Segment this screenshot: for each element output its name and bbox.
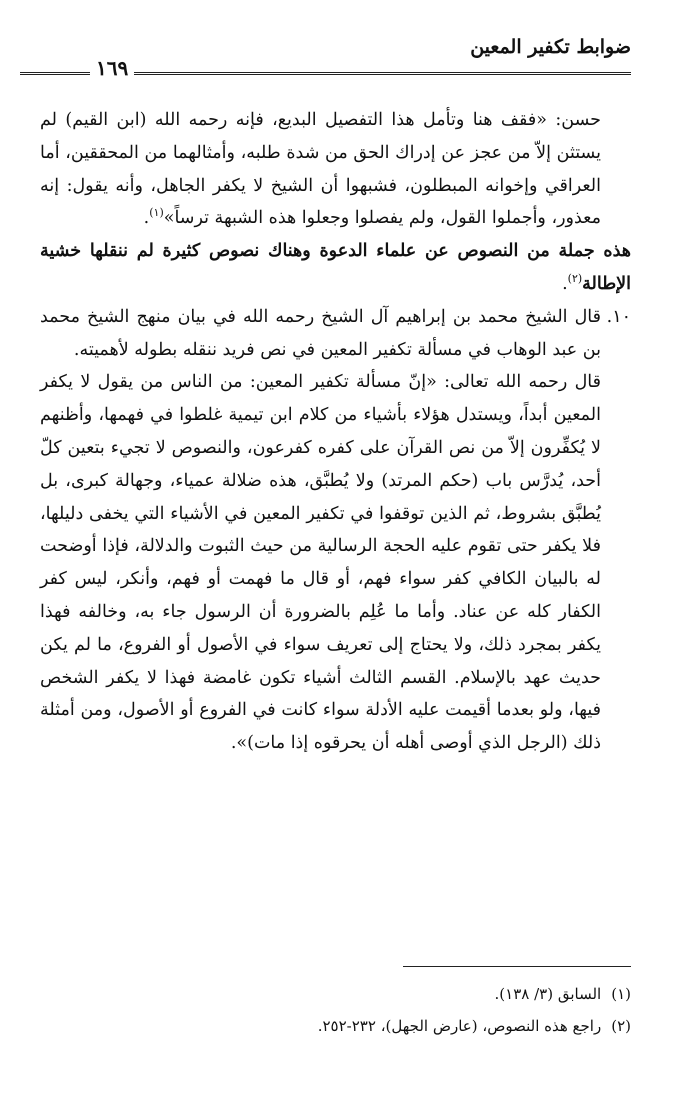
paragraph-summary [40,235,631,301]
paragraph-quote-ibrahim-text: قال رحمه الله تعالى: «إنّ مسألة تكفير المعين: من الناس من يقول لا يكفر المعين أبداً، ويستدل هؤلاء بأشياء من كلام ابن تيمية غلطوا في فهمها، وأظنهم لا يُكفِّرون إلاّ من نص القرآن على كفره كفرعون، والنصوص لا تجيء بتعين كلّ أحد، يُدرَّس باب (حكم المرتد) ولا يُطبَّق، هذه ضلالة عمياء، وجهالة كبرى، بل يُطبَّق بشروط، ثم الذين توقفوا في تكفير المعين في الأشياء التي يخفى دليلها، فلا يكفر حتى تقوم عليه الحجة الرسالية من حيث الثبوت والدلالة، فإذا أوضحت له بالبيان الكافي كفر سواء فهم، أو قال ما فهمت أو فهم، وأنكر، ليس كفر الكفار كله عن عناد. وأما ما عُلِم بالضرورة أن الرسول جاء به، وخالفه فهذا يكفر بمجرد ذلك، ولا يحتاج إلى تعريف سواء في الأصول أو الفروع، ما لم يكن حديث عهد بالإسلام. القسم الثالث أشياء تكون غامضة فهذا لا يكفر الشخص فيها، ولو بعدما أقيمت عليه الأدلة سواء كانت في الفروع أو الأصول، ومن أمثلة ذلك (الرجل الذي أوصى أهله أن يحرقوه إذا مات)». [40,372,601,754]
footnote-1-number: (١) [611,985,631,1003]
footnote-ref-1: (١) [149,206,164,220]
footnote-ref-2: (٢) [567,272,583,286]
paragraph-summary-text: هذه جملة من النصوص عن علماء الدعوة وهناك نصوص كثيرة لم ننقلها خشية الإطالة [40,241,631,294]
paragraph-quote-hasan [40,104,631,235]
paragraph-quote-ibrahim [40,366,631,760]
paragraph-quote-hasan-text: حسن: «فقف هنا وتأمل هذا التفصيل البديع، فإنه رحمه الله (ابن القيم) لم يستثن إلاّ من عجز عن إدراك الحق من شدة طلبه، وأمثالهما من المحققين، أما العراقي وإخوانه المبطلون، فشبهوا أن الشيخ لا يكفر الجاهل، وأنه يقول: إنه معذور، وأجملوا القول، ولم يفصلوا وجعلوا هذه الشبهة ترساً» [40,110,601,229]
footnote-separator [403,966,631,967]
footnotes [40,978,631,1042]
footnote-2 [40,1010,631,1042]
footnote-1-text: السابق (٣/ ١٣٨). [494,985,602,1003]
footnote-2-text: راجع هذه النصوص، (عارض الجهل)، ٢٣٢-٢٥٢. [317,1017,602,1035]
numbered-item-10 [40,301,631,367]
footnote-2-number: (٢) [611,1017,631,1035]
paragraph-quote-hasan-end: . [143,208,150,229]
main-text [40,104,631,760]
paragraph-summary-end: . [562,273,568,294]
page-number: ١٦٩ [90,56,134,80]
running-header [20,36,631,80]
running-title: ضوابط تكفير المعين [470,36,631,58]
numbered-item-10-text: قال الشيخ محمد بن إبراهيم آل الشيخ رحمه الله في بيان منهج الشيخ محمد بن عبد الوهاب في مسألة تكفير المعين في نص فريد ننقله بطوله لأهميته. [40,306,601,360]
item-number: ١٠. [606,306,631,327]
footnote-1 [40,978,631,1010]
